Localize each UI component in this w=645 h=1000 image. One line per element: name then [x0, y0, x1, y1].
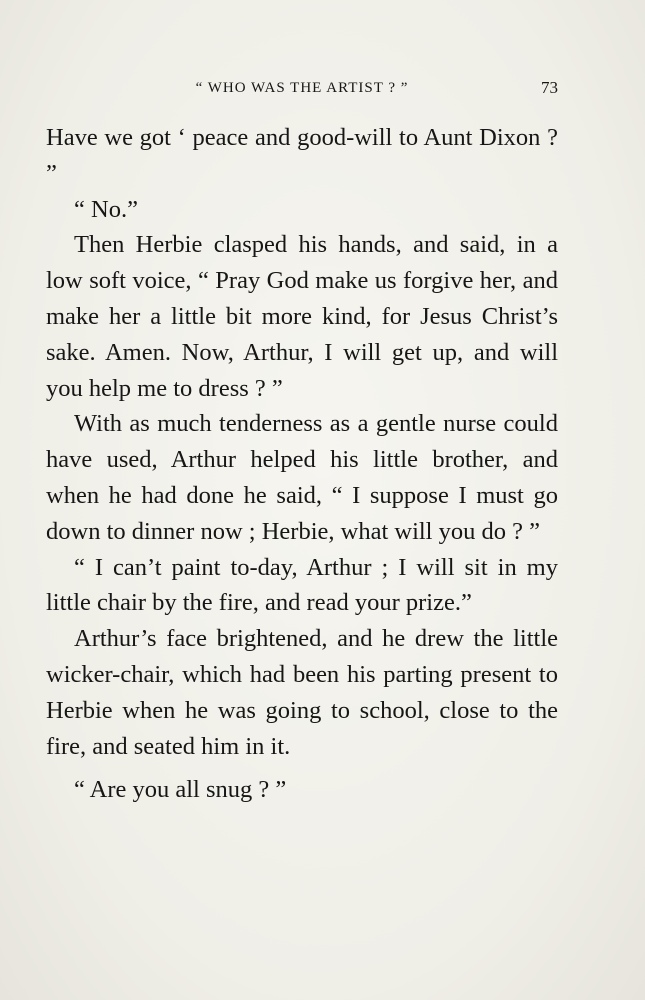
paragraph: “ Are you all snug ? ”: [74, 776, 287, 804]
paragraph: Have we got ‘ peace and good-will to Aunt Dixon ? ”: [46, 124, 558, 187]
paragraph: With as much tenderness as a gentle nurse could have used, Arthur helped his little brother, and when he had done he said, “ I suppose I must go down to dinner now ; Herbie, what will you do ? ”: [46, 410, 558, 545]
body-text: [46, 120, 558, 808]
paragraph: “ I can’t paint to-day, Arthur ; I will sit in my little chair by the fire, and read your prize.”: [46, 553, 558, 617]
paragraph: Then Herbie clasped his hands, and said, in a low soft voice, “ Pray God make us forgive her, and make her a little bit more kind, for Jesus Christ’s sake. Amen. Now, Arthur, I will get up, and will you help me to dress ? ”: [46, 231, 558, 402]
paragraph: “ No.”: [74, 195, 138, 223]
page-number: 73: [541, 78, 558, 97]
paragraph: Arthur’s face brightened, and he drew the little wicker-chair, which had been his parting present to Herbie when he was going to school, close to the fire, and seated him in it.: [46, 625, 558, 760]
running-title: “ WHO WAS THE ARTIST ? ”: [195, 80, 409, 96]
running-head: [46, 76, 558, 100]
